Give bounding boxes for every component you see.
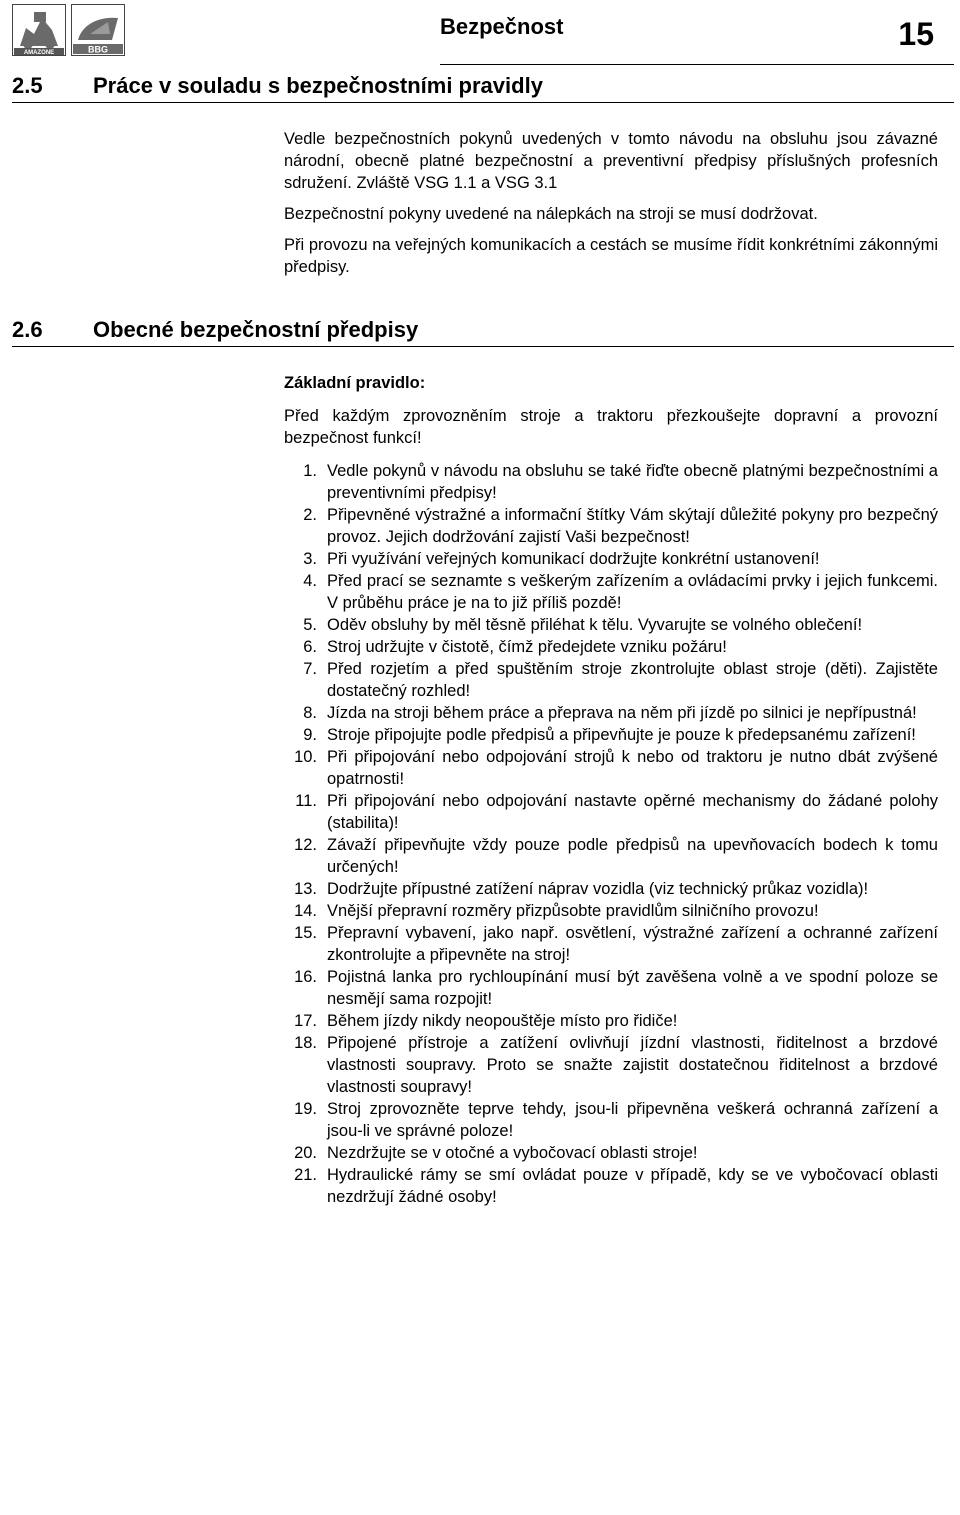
section-heading-2-6 <box>12 317 418 343</box>
paragraph: Bezpečnostní pokyny uvedené na nálepkách na stroji se musí dodržovat. <box>284 205 818 223</box>
list-item <box>284 1010 938 1032</box>
list-item <box>284 614 938 636</box>
list-item-text: Stroj zprovozněte teprve tehdy, jsou-li připevněna veškerá ochranná zařízení a jsou-li ve správné poloze! <box>327 1100 938 1140</box>
list-item <box>284 702 938 724</box>
intro-paragraph: Před každým zprovozněním stroje a traktoru přezkoušejte dopravní a provozní bezpečnost funkcí! <box>284 407 938 447</box>
paragraph: Vedle bezpečnostních pokynů uvedených v tomto návodu na obsluhu jsou závazné národní, obecně platné bezpečnostní a preventivní předpisy příslušných profesních sdružení. Zvláště VSG 1.1 a VSG 3.1 <box>284 130 938 192</box>
amazone-logo <box>13 5 66 57</box>
list-item-text: Před prací se seznamte s veškerým zařízením a ovládacími prvky i jejich funkcemi. V průběhu práce je na to již příliš pozdě! <box>327 572 938 612</box>
list-item-number: 4. <box>303 572 317 590</box>
list-item-text: Stroje připojujte podle předpisů a připevňujte je pouze k předepsanému zařízení! <box>327 726 916 744</box>
list-item-number: 3. <box>303 550 317 568</box>
list-item-text: Při využívání veřejných komunikací dodržujte konkrétní ustanovení! <box>327 550 820 568</box>
list-item <box>284 1142 938 1164</box>
list-item-text: Připojené přístroje a zatížení ovlivňují jízdní vlastnosti, řiditelnost a brzdové vlastnosti soupravy. Proto se snažte zajistit dostatečnou řiditelnost a brzdové vlastnosti soupravy! <box>327 1034 938 1096</box>
list-item-number: 12. <box>294 836 317 854</box>
section-2-6-body <box>284 372 938 1208</box>
list-item <box>284 570 938 614</box>
list-item-number: 14. <box>294 902 317 920</box>
list-item <box>284 966 938 1010</box>
list-item-text: Nezdržujte se v otočné a vybočovací oblasti stroje! <box>327 1144 698 1162</box>
list-item-number: 2. <box>303 506 317 524</box>
list-item-text: Vedle pokynů v návodu na obsluhu se také řiďte obecně platnými bezpečnostními a preventivními předpisy! <box>327 462 938 502</box>
list-item <box>284 1164 938 1208</box>
list-item <box>284 746 938 790</box>
list-item-number: 17. <box>294 1012 317 1030</box>
list-item <box>284 790 938 834</box>
list-item <box>284 922 938 966</box>
list-item-text: Oděv obsluhy by měl těsně přiléhat k tělu. Vyvarujte se volného oblečení! <box>327 616 863 634</box>
list-item-text: Stroj udržujte v čistotě, čímž předejdete vzniku požáru! <box>327 638 727 656</box>
list-item <box>284 834 938 878</box>
list-item-text: Při připojování nebo odpojování strojů k nebo od traktoru je nutno dbát zvýšené opatrnosti! <box>327 748 938 788</box>
list-item <box>284 900 938 922</box>
list-item-text: Při připojování nebo odpojování nastavte opěrné mechanismy do žádané polohy (stabilita)! <box>327 792 938 832</box>
list-item <box>284 1098 938 1142</box>
list-item-number: 8. <box>303 704 317 722</box>
section-number: 2.6 <box>12 317 43 342</box>
list-item-text: Hydraulické rámy se smí ovládat pouze v případě, kdy se ve vybočovací oblasti nezdržují žádné osoby! <box>327 1166 938 1206</box>
page-number: 15 <box>898 16 934 52</box>
section-rule <box>12 346 954 347</box>
list-item <box>284 658 938 702</box>
section-rule <box>12 102 954 103</box>
list-item <box>284 504 938 548</box>
list-item-text: Přepravní vybavení, jako např. osvětlení, výstražné zařízení a ochranné zařízení zkontrolujte a připevněte na stroj! <box>327 924 938 964</box>
list-item-text: Závaží připevňujte vždy pouze podle předpisů na upevňovacích bodech k tomu určených! <box>327 836 938 876</box>
list-item-number: 20. <box>294 1144 317 1162</box>
list-item <box>284 878 938 900</box>
list-item <box>284 636 938 658</box>
header-rule <box>440 64 954 65</box>
section-heading-2-5 <box>12 73 543 99</box>
manufacturer-logos <box>12 4 125 56</box>
list-item-number: 18. <box>294 1034 317 1052</box>
list-item-number: 6. <box>303 638 317 656</box>
list-item-number: 1. <box>303 462 317 480</box>
list-item-number: 13. <box>294 880 317 898</box>
list-item-number: 10. <box>294 748 317 766</box>
list-item <box>284 1032 938 1098</box>
section-number: 2.5 <box>12 73 43 98</box>
bbg-logo <box>72 5 125 56</box>
section-title: Obecné bezpečnostní předpisy <box>93 317 419 342</box>
section-title: Práce v souladu s bezpečnostními pravidly <box>93 73 543 98</box>
list-item <box>284 460 938 504</box>
list-item-number: 15. <box>294 924 317 942</box>
list-item-text: Vnější přepravní rozměry přizpůsobte pravidlům silničního provozu! <box>327 902 819 920</box>
bbg-logo-text: BBG <box>88 44 108 55</box>
list-item-number: 9. <box>303 726 317 744</box>
list-item-text: Před rozjetím a před spuštěním stroje zkontrolujte oblast stroje (děti). Zajistěte dostatečný rozhled! <box>327 660 938 700</box>
list-item-number: 5. <box>303 616 317 634</box>
list-item-number: 11. <box>295 792 317 810</box>
amazone-logo-text: AMAZONE <box>23 50 55 56</box>
list-item-text: Jízda na stroji během práce a přeprava na něm při jízdě po silnici je nepřípustná! <box>327 704 917 722</box>
list-item-number: 16. <box>294 968 317 986</box>
subheading: Základní pravidlo: <box>284 374 426 392</box>
list-item-text: Pojistná lanka pro rychloupínání musí být zavěšena volně a ve spodní poloze se nesmějí sama rozpojit! <box>327 968 938 1008</box>
list-item-text: Dodržujte přípustné zatížení náprav vozidla (viz technický průkaz vozidla)! <box>327 880 869 898</box>
list-item-text: Během jízdy nikdy neopouštěje místo pro řidiče! <box>327 1012 678 1030</box>
list-item-number: 7. <box>303 660 317 678</box>
section-2-5-body <box>284 128 938 278</box>
rules-list <box>284 460 938 1208</box>
list-item-number: 19. <box>294 1100 317 1118</box>
list-item-number: 21. <box>294 1166 317 1184</box>
list-item <box>284 548 938 570</box>
list-item-text: Připevněné výstražné a informační štítky Vám skýtají důležité pokyny pro bezpečný provoz. Jejich dodržování zajistí Vaši bezpečnost! <box>327 506 938 546</box>
paragraph: Při provozu na veřejných komunikacích a cestách se musíme řídit konkrétními zákonnými předpisy. <box>284 236 938 276</box>
list-item <box>284 724 938 746</box>
chapter-title: Bezpečnost <box>440 14 564 39</box>
